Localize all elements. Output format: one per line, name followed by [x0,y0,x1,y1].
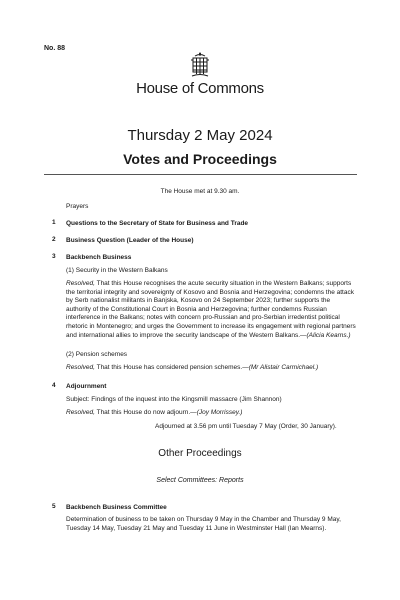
resolved-word: Resolved, [66,409,95,416]
item-3-sub2-resolution [66,364,356,373]
item-heading-4: Adjournment [66,383,107,390]
page-title: Votes and Proceedings [123,151,277,167]
item-3-sub2-title: (2) Pension schemes [66,351,128,358]
item-number-1: 1 [52,219,56,226]
mover-name: (Alicia Kearns.) [306,331,351,339]
item-3-sub1-resolution [66,280,356,340]
resolved-word: Resolved, [66,280,95,287]
item-3-sub1-title: (1) Security in the Western Balkans [66,267,168,274]
other-proceedings-heading: Other Proceedings [158,448,242,459]
item-number-3: 3 [52,253,56,260]
item-5-text: Determination of business to be taken on Thursday 9 May in the Chamber and Thursday 9 May, Tuesday 14 May, Tuesday 21 May and Tuesday 11 June in Westminster Hall (Ian Mearns). [66,516,341,532]
title-rule [44,174,357,175]
item-heading-1: Questions to the Secretary of State for Business and Trade [66,220,249,227]
resolution-text: That this House recognises the acute security situation in the Western Balkans; supports the territorial integrity and sovereignty of Kosovo and Bosnia and Herzegovina; condemns the attack by Serb nationalist militants in Banjska, Kosovo on 24 September 2023; further supports the authority of the Constitutional Court in Bosnia and Herzegovina; further condemns Russian interference in the Balkans; notes with concern pro-Russian and pro-Serbian irredentist political rhetoric in Montenegro; and urges the Government to increase its engagement with regional partners and international allies to improve the security landscape of the Western Balkans.— [66,280,356,339]
doc-number: No. 88 [44,45,66,52]
item-heading-5: Backbench Business Committee [66,504,167,511]
item-heading-2: Business Question (Leader of the House) [66,237,194,244]
item-number-4: 4 [52,382,56,389]
house-met-note: The House met at 9.30 am. [160,188,240,195]
item-heading-3: Backbench Business [66,254,132,261]
house-name: House of Commons [136,80,264,97]
prayers-label: Prayers [66,203,89,210]
mover-name: (Joy Morrissey.) [196,409,243,416]
item-4-subject: Subject: Findings of the inquest into the Kingsmill massacre (Jim Shannon) [66,396,282,403]
resolved-word: Resolved, [66,364,95,371]
portcullis-icon [189,52,211,78]
resolution-text: That this House do now adjourn.— [94,409,197,416]
select-committees-subheading: Select Committees: Reports [156,477,244,484]
sitting-date: Thursday 2 May 2024 [127,127,273,144]
item-number-2: 2 [52,236,56,243]
resolution-text: That this House has considered pension schemes.— [94,364,249,371]
mover-name: (Mr Alistair Carmichael.) [248,364,319,371]
item-4-resolution [66,409,356,418]
item-number-5: 5 [52,503,56,510]
adjournment-note: Adjourned at 3.56 pm until Tuesday 7 May (Order, 30 January). [155,423,337,430]
